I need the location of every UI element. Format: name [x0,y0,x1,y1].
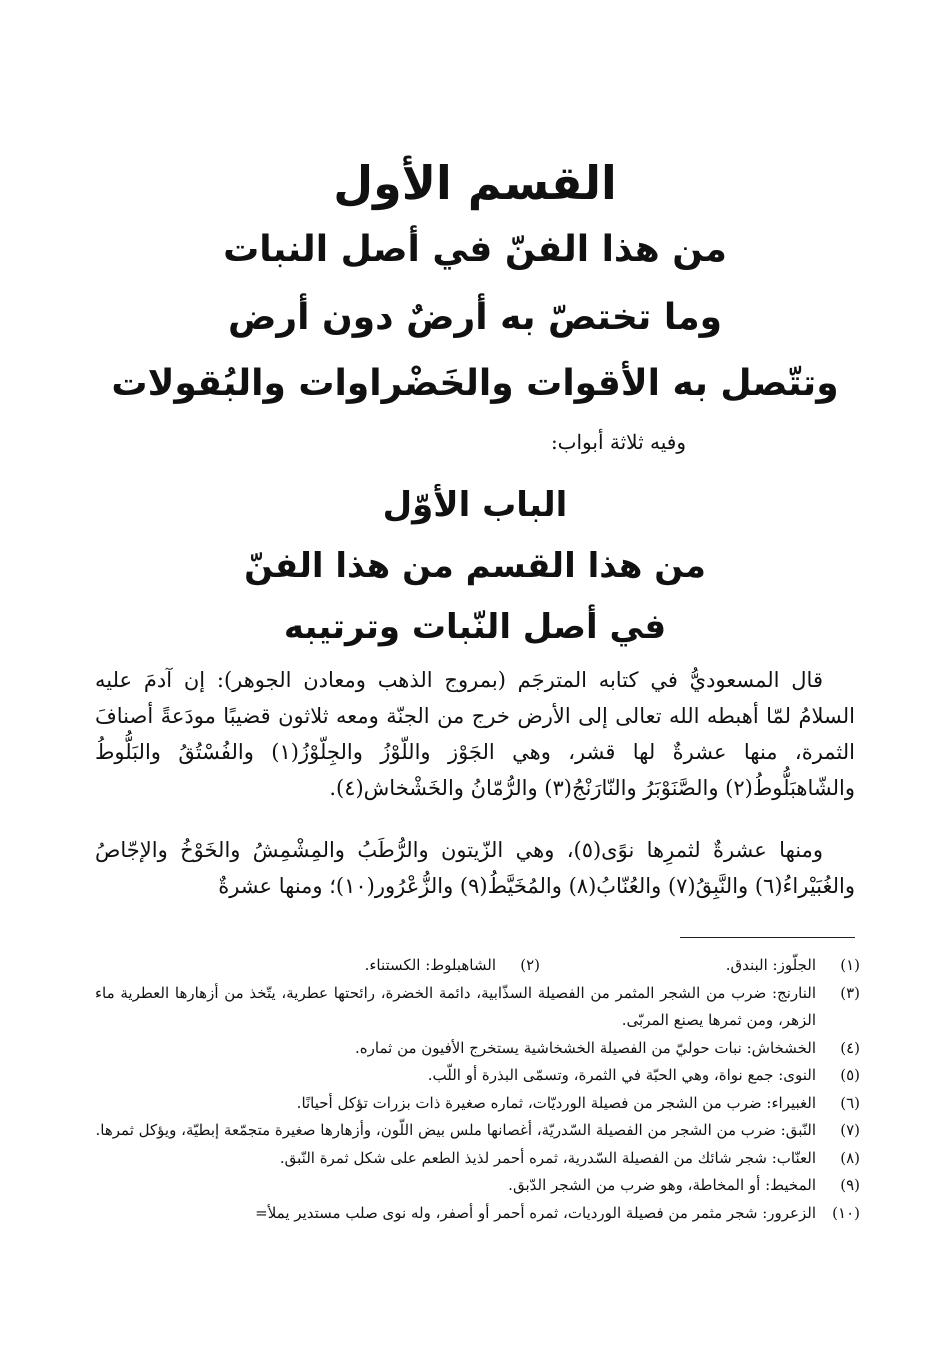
footnote-text: الجلّوز: البندق. [725,956,816,974]
footnote-item [95,980,860,1035]
footnote-number: (٣) [840,983,860,1002]
footnote-number: (١٠) [832,1203,860,1222]
footnote-number: (٢) [520,956,540,974]
intro-line: وفيه ثلاثة أبواب: [550,430,686,454]
chapter-title-line-3: في أصل النّبات وترتيبه [283,607,667,647]
footnote-item [540,952,860,980]
footnote-item [95,1172,860,1200]
footnote-text: الخشخاش: نبات حوليّ من الفصيلة الخشخاشية يستخرج الأفيون من ثماره. [355,1038,816,1057]
footnote-text: المخيط: أو المخاطة، وهو ضرب من الشجر الدّبق. [508,1176,816,1194]
footnote-number: (٦) [840,1093,860,1112]
chapter-title-line-2: من هذا القسم من هذا الفنّ [244,546,706,586]
section-title: القسم الأول [333,156,617,210]
footnote-number: (٩) [840,1176,860,1194]
footnote-text: النوى: جمع نواة، وهي الحبّة في الثمرة، وتسمّى البذرة أو اللّب. [427,1066,816,1084]
footnote-number: (٨) [840,1148,860,1167]
footnote-separator [680,937,855,938]
body-paragraph-1-block [95,662,855,806]
footnote-item [95,1062,860,1090]
body-paragraph: قال المسعوديُّ في كتابه المترجَم (بمروج الذهب ومعادن الجوهر): إن آدمَ عليه السلامُ لمّا أهبطه الله تعالى إلى الأرض خرج من الجنّة ومعه ثلاثون قضيبًا مودَعةً أصنافَ الثمرة، منها عشرةٌ لها قشر، وهي الجَوْز واللّوْزُ والجِلّوْزُ(١) والفُسْتُقُ والبَلُّوطُ والشّاهبَلُّوطُ(٢) والصَّنَوْبَرُ والنّارَنْجُ(٣) والرُّمّانُ والخَشْخاش(٤). [95,668,855,800]
section-subtitle-line-3: وتتّصل به الأقوات والخَضْراوات والبُقولات [111,363,839,404]
body-paragraph: ومنها عشرةٌ لثمرِها نوًى(٥)، وهي الزّيتون والرُّطَبُ والمِشْمِشُ والخَوْخُ والإجّاصُ والغُبَيْراءُ(٦) والنَّبِقُ(٧) والعُنّابُ(٨) والمُخَيَّطُ(٩) والزُّعْرُور(١٠)؛ ومنها عشرةٌ [95,838,855,898]
footnote-item [95,1035,860,1063]
footnote-number: (١) [840,956,860,974]
body-paragraph-2-block [95,832,855,904]
section-subtitle-line-1: من هذا الفنّ في أصل النبات [223,229,727,270]
footnote-number: (٤) [840,1038,860,1057]
footnote-number: (٥) [840,1066,860,1084]
footnote-text: العنّاب: شجر شائك من الفصيلة السّدرية، ثمره أحمر لذيذ الطعم على شكل ثمرة النّبق. [279,1148,816,1167]
footnote-text: الزعرور: شجر مثمر من فصيلة الورديات، ثمره أحمر أو أصفر، وله نوى صلب مستدير يملأ= [255,1203,816,1222]
footnotes [95,952,860,1227]
footnote-item [95,1090,860,1118]
footnote-item [95,1145,860,1173]
chapter-title-line-1: الباب الأوّل [382,485,568,525]
section-subtitle-line-2: وما تختصّ به أرضٌ دون أرض [227,297,723,338]
footnote-item [95,1200,860,1228]
footnote-number: (٧) [840,1121,860,1139]
footnote-text: النّبق: ضرب من الشجر من الفصيلة السّدريّة، أغصانها ملس بيض اللّون، وأزهارها صغيرة متجمّعة إبطيّة، ويؤكل ثمرها. [95,1121,816,1139]
footnote-text: الشاهبلوط: الكستناء. [364,956,496,974]
footnote-pair-row [95,952,860,980]
footnote-item [220,952,540,980]
footnote-item [95,1117,860,1145]
footnote-text: النارنج: ضرب من الشجر المثمر من الفصيلة السذّابية، دائمة الخضرة، رائحتها عطرية، يتّخذ من أزهارها العطرية ماء الزهر، ومن ثمرها يصنع المربّى. [95,983,816,1029]
footnote-text: الغبيراء: ضرب من الشجر من فصيلة الورديّات، ثماره صغيرة ذات بزرات تؤكل أحيانًا. [296,1093,816,1112]
